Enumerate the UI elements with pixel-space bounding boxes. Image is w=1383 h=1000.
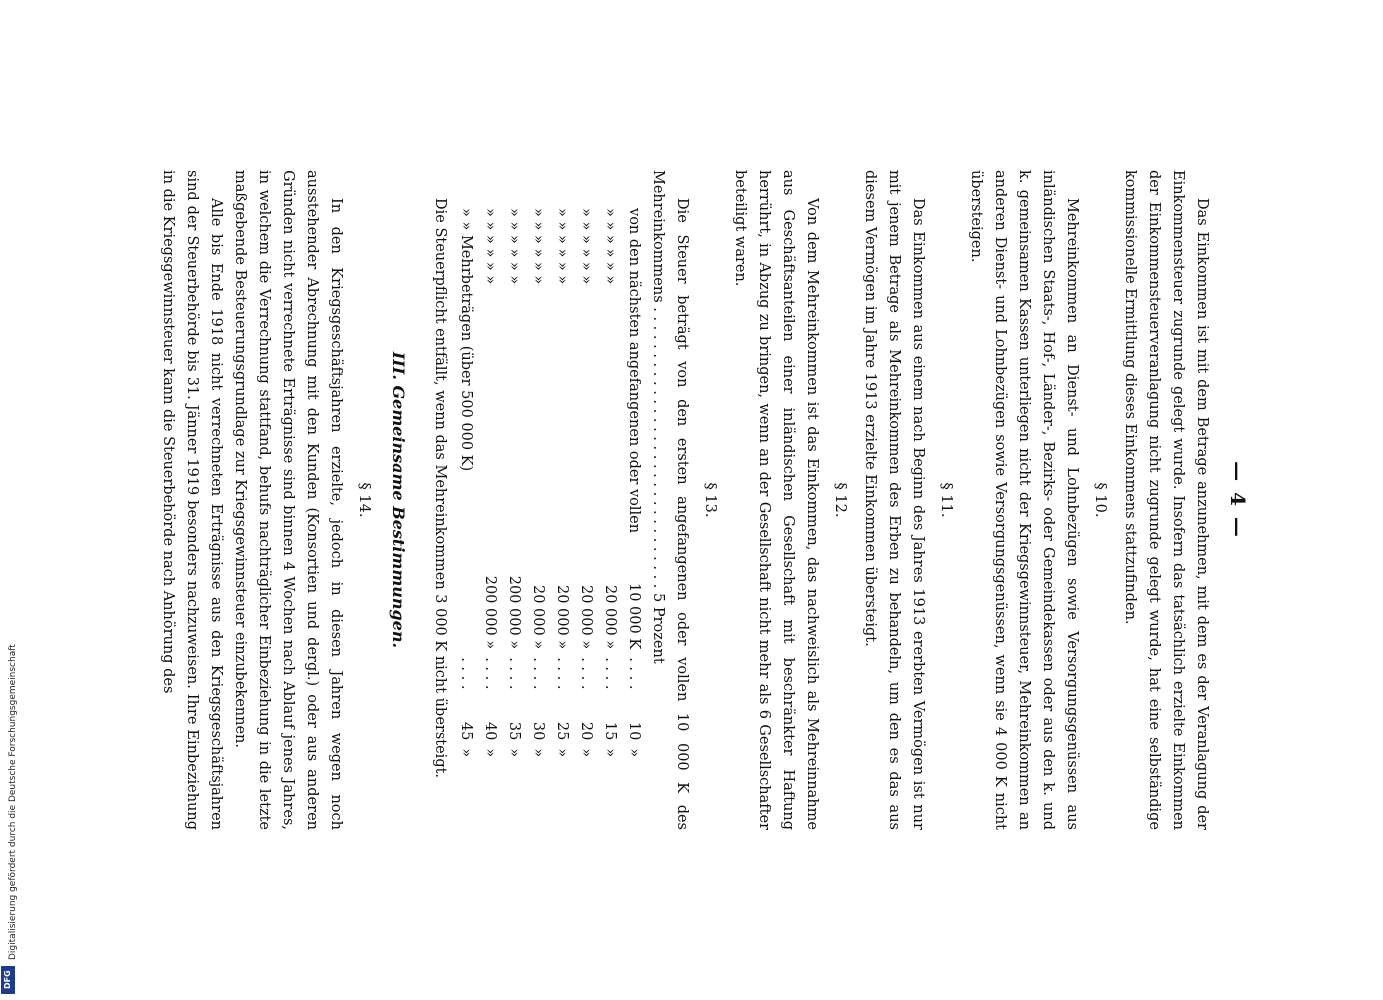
rate-row-dots: . . . .: [458, 657, 474, 690]
rate-row-amount: [454, 541, 478, 653]
rate-row-amount: 200 000 »: [506, 575, 522, 650]
rate-row: [454, 204, 478, 804]
rate-row-unit: »: [506, 748, 522, 758]
rate-row-label: » » » » » »: [578, 208, 594, 285]
section-13-lead-dots: . . . . . . . . . . . . . . . . . . . . . . . . . . . . . . .: [650, 307, 666, 594]
rate-row-rate: 10: [626, 721, 642, 741]
intro-paragraph: Das Einkommen ist mit dem Betrage anzunehmen, mit dem es der Veranlagung der Einkommensteuer zugrunde gelegt wurde. Insofern das tatsächlich erzielte Einkommen der Einkommensteuerveranlagung nicht zugrunde gelegt wurde, hat eine selbständige kommissionelle Ermittlung dieses Einkommens stattzufinden.: [1122, 170, 1210, 830]
dfg-credit-text: Digitalisierung gefördert durch die Deutsche Forschungsgemeinschaft: [8, 644, 18, 960]
section-13-lead-text: Die Steuer beträgt von den ersten angefangenen oder vollen 10 000 K des Mehreinkommens: [650, 170, 690, 830]
rate-row-label: » » Mehrbeträgen (über 500 000 K): [458, 208, 474, 472]
part-3-heading: III. Gemeinsame Bestimmungen.: [389, 351, 408, 649]
rate-row-unit: »: [554, 748, 570, 758]
rate-row-rate: 35: [506, 721, 522, 741]
rate-row: [622, 204, 646, 804]
rate-row-label: » » » » » »: [530, 208, 546, 285]
rate-row-rate: 20: [578, 721, 594, 741]
rate-row-dots: . . . .: [506, 657, 522, 690]
section-12-title: § 12.: [832, 482, 848, 518]
rate-row-rate: 15: [602, 721, 618, 741]
rate-row-dots: . . . .: [602, 657, 618, 690]
rate-row-amount: 200 000 »: [482, 575, 498, 650]
rate-row: [574, 204, 598, 804]
rate-row-unit: »: [602, 748, 618, 758]
section-13-lead: [646, 170, 694, 830]
section-14-paragraph-1: In den Kriegsgeschäftsjahren erzielte, jedoch in diesen Jahren wegen noch ausstehender Abrechnung mit den Kunden (Konsortien und dergl.) oder aus anderen Gründen nicht verrechnete Erträgnisse sind binnen 4 Wochen nach Ablauf jenes Jahres, in welchem die Verrechnung stattfand, behufs nachträglicher Einbeziehung in die letzte maßgebende Besteuerungsgrundlage zur Kriegsgewinnsteuer einzubekennen.: [232, 170, 344, 830]
document-page: [150, 170, 1250, 830]
rate-row: [526, 204, 550, 804]
section-11-text: Das Einkommen aus einem nach Beginn des Jahres 1913 ererbten Vermögen ist nur mit jenem Betrage als Mehreinkommen des Erben zu behandeln, um den es das aus diesem Vermögen im Jahre 1913 erzielte Einkommen übersteigt.: [862, 170, 926, 830]
rate-row-dots: . . . .: [578, 657, 594, 690]
rate-row-label: » » » » » »: [602, 208, 618, 285]
rate-row-label: von den nächsten angefangenen oder vollen: [626, 208, 642, 534]
rate-row-dots: . . . .: [482, 657, 498, 690]
rate-row: [478, 204, 502, 804]
rate-row-rate: 30: [530, 721, 546, 741]
page-number: — 4 —: [1226, 461, 1250, 539]
tax-rate-table: [454, 204, 646, 804]
rate-row-rate: 40: [482, 721, 498, 741]
rate-row-amount: 20 000 »: [578, 584, 594, 650]
rate-row: [550, 204, 574, 804]
digitization-sidebar: [0, 0, 16, 1000]
section-14-title: § 14.: [356, 482, 372, 518]
rate-row-dots: . . . .: [530, 657, 546, 690]
rate-row-amount: 20 000 »: [602, 584, 618, 650]
dfg-logo: DFG: [1, 966, 15, 994]
rate-row-rate: 45: [458, 721, 474, 741]
rate-row-amount: 10 000 K: [626, 583, 642, 650]
rate-row-amount: 20 000 »: [530, 584, 546, 650]
rate-row-unit: »: [530, 748, 546, 758]
rate-row-amount: 20 000 »: [554, 584, 570, 650]
rate-row-unit: »: [626, 748, 642, 758]
rate-row: [598, 204, 622, 804]
rate-row-rate: 25: [554, 721, 570, 741]
section-10-title: § 10.: [1092, 482, 1108, 518]
rate-row-label: » » » » » »: [482, 208, 498, 285]
rate-row-unit: »: [578, 748, 594, 758]
rate-row: [502, 204, 526, 804]
section-10-text: Mehreinkommen an Dienst- und Lohnbezügen sowie Versorgungsgenüssen aus inländischen Staats-, Hof-, Länder-, Bezirks- oder Gemeindekassen oder aus den k. und k. gemeinsamen Kassen unterliegen nicht der Kriegsgewinnsteuer, Mehreinkommen an anderen Dienst- und Lohnbezügen sowie Versorgungsgenüssen, wenn sie 4 000 K nicht übersteigen.: [968, 170, 1080, 830]
rate-row-label: » » » » » »: [554, 208, 570, 285]
section-12-text: Von dem Mehreinkommen ist das Einkommen, das nachweislich als Mehreinnahme aus Geschäftsanteilen einer inländischen Gesellschaft mit beschränkter Haftung herrührt, in Abzug zu bringen, wenn an der Gesellschaft nicht mehr als 6 Gesellschafter beteiligt waren.: [732, 170, 820, 830]
rate-row-unit: »: [482, 748, 498, 758]
rate-row-unit: »: [458, 748, 474, 758]
rate-row-dots: . . . .: [626, 657, 642, 690]
section-13-first-rate: 5 Prozent: [650, 593, 666, 664]
section-13-title: § 13.: [702, 482, 718, 518]
rate-row-label: » » » » » »: [506, 208, 522, 285]
section-13-closing: Die Steuerpflicht entfällt, wenn das Mehreinkommen 3 000 K nicht übersteigt.: [432, 198, 448, 779]
section-11-title: § 11.: [938, 482, 954, 518]
rate-row-dots: . . . .: [554, 657, 570, 690]
section-14-paragraph-2: Alle bis Ende 1918 nicht verrechneten Erträgnisse aus den Kriegsgeschäftsjahren sind der Steuerbehörde bis 31. Jänner 1919 besonders nachzuweisen. Ihre Einbeziehung in die Kriegsgewinnsteuer kann die Steuerbehörde nach Anhörung des: [160, 170, 224, 830]
